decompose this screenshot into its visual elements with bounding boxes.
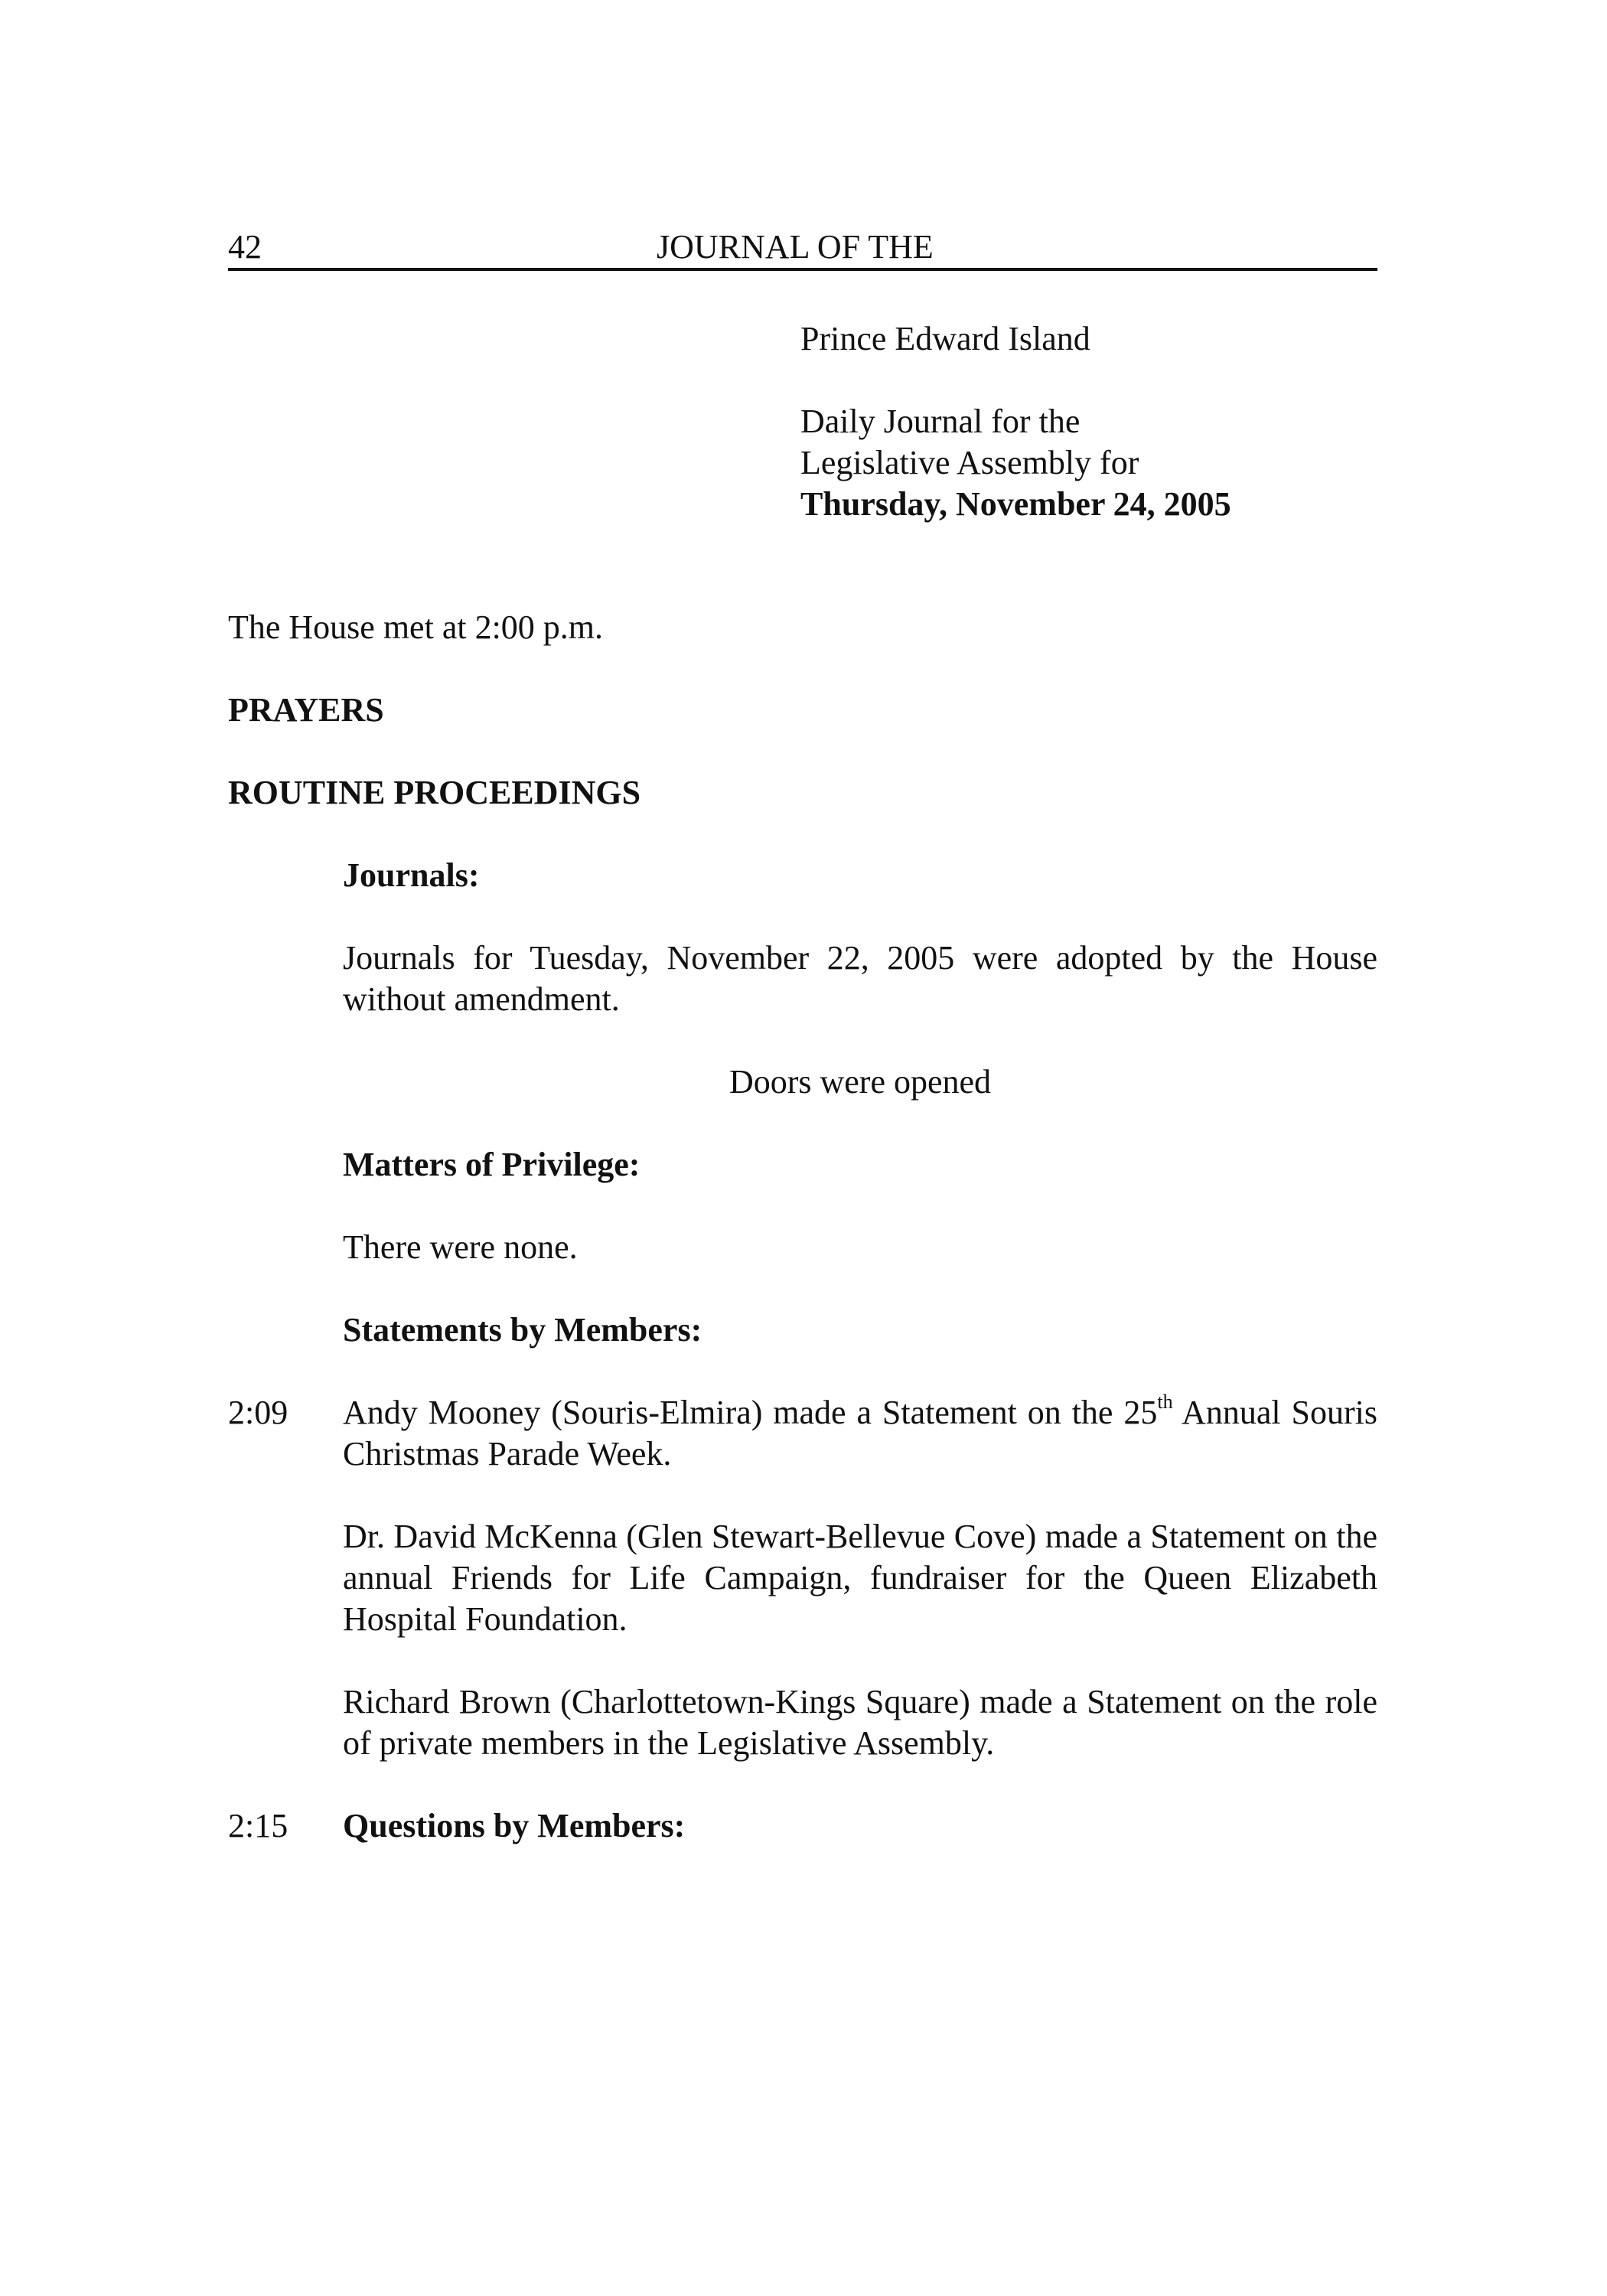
ordinal-suffix: th <box>1157 1391 1173 1414</box>
statements-heading: Statements by Members: <box>343 1311 702 1349</box>
statement-mooney: Andy Mooney (Souris-Elmira) made a Statement on the 25th Annual Souris Christmas Parade Week. <box>343 1391 1377 1473</box>
running-title: JOURNAL OF THE <box>657 228 934 266</box>
title-line-2: Legislative Assembly for <box>800 444 1139 481</box>
questions-time: 2:15 <box>228 1807 288 1844</box>
prayers-heading: PRAYERS <box>228 691 384 729</box>
opening-line: The House met at 2:00 p.m. <box>228 608 604 646</box>
title-line-1: Daily Journal for the <box>800 403 1081 440</box>
journals-text: Journals for Tuesday, November 22, 2005 were adopted by the House without amendment. <box>343 939 1377 1018</box>
page-number: 42 <box>228 228 262 266</box>
province-name: Prince Edward Island <box>800 320 1090 357</box>
privilege-text: There were none. <box>343 1228 578 1266</box>
statements-time: 2:09 <box>228 1394 288 1431</box>
statement-brown: Richard Brown (Charlottetown-Kings Square) made a Statement on the role of private members in the Legislative Assembly. <box>343 1683 1377 1762</box>
doors-opened-note: Doors were opened <box>729 1063 992 1101</box>
journals-heading: Journals: <box>343 856 480 894</box>
title-block <box>800 318 1382 525</box>
sitting-date: Thursday, November 24, 2005 <box>800 485 1231 523</box>
statement-mckenna: Dr. David McKenna (Glen Stewart-Bellevue Cove) made a Statement on the annual Friends for Life Campaign, fundraiser for the Queen Elizabeth Hospital Foundation. <box>343 1518 1377 1638</box>
routine-proceedings-heading: ROUTINE PROCEEDINGS <box>228 774 641 811</box>
running-header <box>228 227 1377 271</box>
privilege-heading: Matters of Privilege: <box>343 1146 641 1183</box>
questions-heading: Questions by Members: <box>343 1807 686 1844</box>
